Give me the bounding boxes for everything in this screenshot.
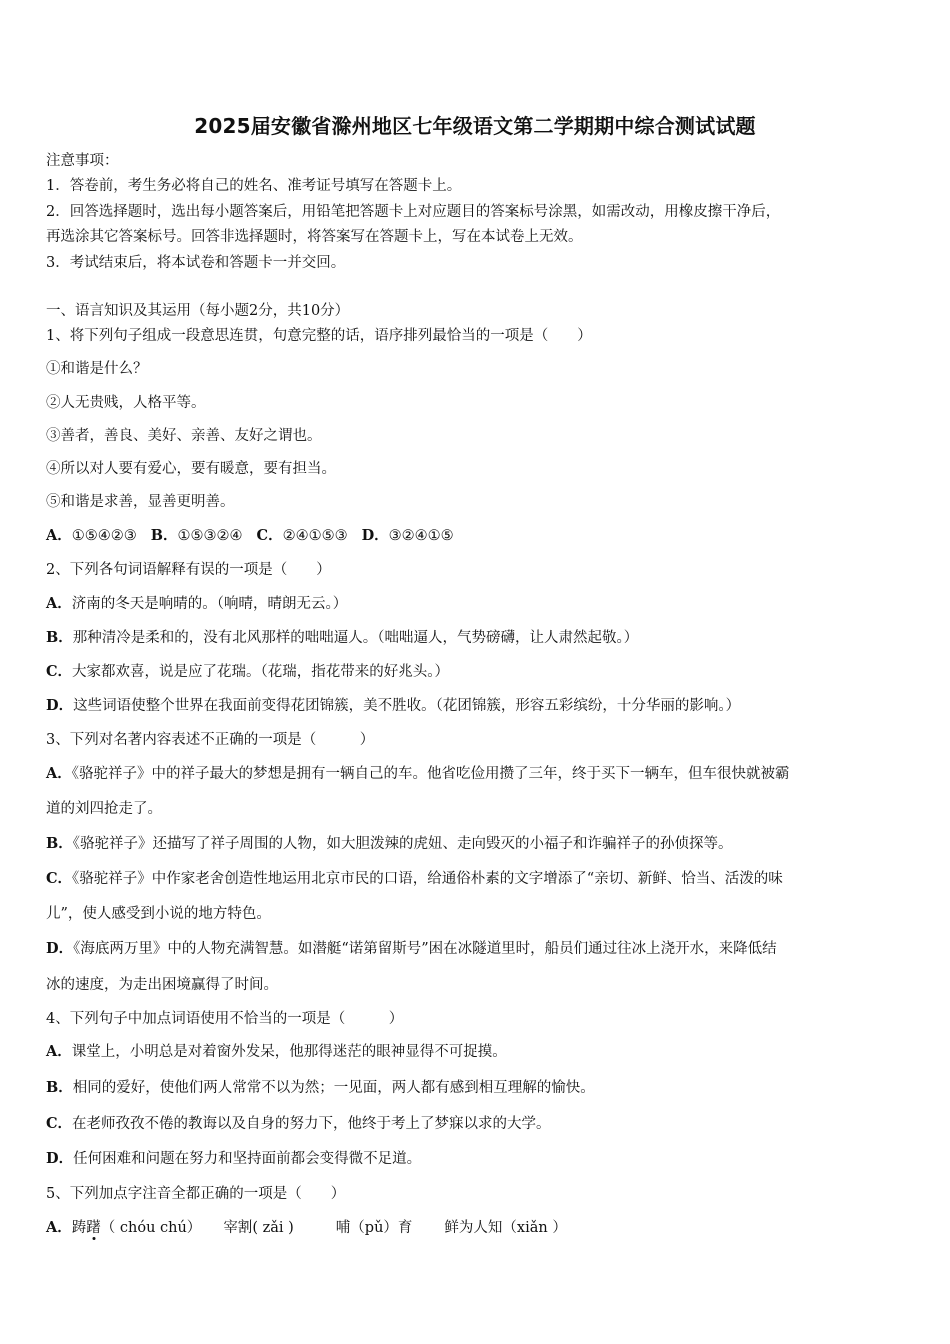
q5-pinyin-2: ( zǎi ) — [252, 1220, 294, 1236]
q1-sentence-1: ①和谐是什么？ — [46, 361, 148, 377]
q4-option-d-letter: D． — [46, 1150, 74, 1167]
q2-option-b-text: 那种清冷是柔和的，没有北风那样的咄咄逼人。（咄咄逼人，气势磅礴，让人肃然起敬。） — [72, 630, 639, 646]
q4-option-d-text: 任何困难和问题在努力和坚持面前都会变得微不足道。 — [73, 1151, 422, 1167]
notice-item-1: 1．答卷前，考生务必将自己的姓名、准考证号填写在答题卡上。 — [46, 178, 462, 194]
q1-option-d-letter: D． — [361, 527, 389, 544]
q1-option-c: ②④①⑤③ — [282, 528, 348, 544]
q2-option-b — [46, 628, 638, 648]
q1-sentence-4: ④所以对人要有爱心，要有暖意，要有担当。 — [46, 461, 336, 477]
q2-option-a-text: 济南的冬天是响晴的。（响晴，晴朗无云。） — [71, 596, 348, 612]
q3-option-c — [46, 869, 783, 889]
q1-option-b: ①⑤③②④ — [177, 528, 243, 544]
q1-sentence-2: ②人无贵贱，人格平等。 — [46, 395, 206, 411]
q3-option-d — [46, 939, 777, 959]
q3-option-a-text: 《骆驼祥子》中的祥子最大的梦想是拥有一辆自己的车。他省吃俭用攒了三年，终于买下一辆车，但车很快就被霸 — [71, 766, 790, 782]
q4-option-a — [46, 1042, 507, 1062]
q3-option-b-letter: B． — [46, 835, 73, 852]
q5-word-3: 哺 — [335, 1220, 351, 1236]
q1-sentence-5: ⑤和谐是求善，显善更明善。 — [46, 494, 235, 510]
q3-option-d-letter: D． — [46, 940, 74, 957]
q1-option-a: ①⑤④②③ — [71, 528, 137, 544]
q4-option-c-letter: C． — [46, 1115, 73, 1132]
q5-word-1b: 躇 — [86, 1220, 101, 1236]
q3-option-a — [46, 764, 790, 784]
q4-option-c — [46, 1114, 551, 1134]
q3-option-b — [46, 834, 733, 854]
q5-option-a-letter: A． — [46, 1219, 72, 1236]
q2-option-a-letter: A． — [46, 595, 72, 612]
notice-heading: 注意事项： — [46, 153, 119, 169]
q1-option-a-letter: A． — [46, 527, 72, 544]
q3-option-a-letter: A． — [46, 765, 72, 782]
notice-item-3: 3．考试结束后，将本试卷和答题卡一并交回。 — [46, 255, 346, 271]
q4-option-b — [46, 1078, 595, 1098]
q2-option-a — [46, 594, 347, 614]
q5-word-4: 鲜为人知 — [444, 1220, 503, 1236]
page-title: 2025届安徽省滁州地区七年级语文第二学期期中综合测试试题 — [194, 114, 756, 138]
q5-word-1a: 踌 — [71, 1220, 87, 1236]
q2-option-d-letter: D． — [46, 697, 74, 714]
notice-item-2: 2．回答选择题时，选出每小题答案后，用铅笔把答题卡上对应题目的答案标号涂黑，如需改动，用橡皮擦干净后， — [46, 204, 781, 220]
q1-option-d: ③②④①⑤ — [388, 528, 454, 544]
q2-option-c-letter: C． — [46, 663, 73, 680]
notice-item-2-cont: 再选涂其它答案标号。回答非选择题时，将答案写在答题卡上，写在本试卷上无效。 — [46, 229, 583, 245]
question-2-stem: 2、下列各句词语解释有误的一项是（ ） — [46, 562, 331, 578]
question-5-stem: 5、下列加点字注音全都正确的一项是（ ） — [46, 1186, 346, 1202]
question-4-stem: 4、下列句子中加点词语使用不恰当的一项是（ ） — [46, 1011, 404, 1027]
q2-option-c-text: 大家都欢喜，说是应了花瑞。（花瑞，指花带来的好兆头。） — [72, 664, 450, 680]
q3-option-d-cont: 冰的速度，为走出困境赢得了时间。 — [46, 977, 278, 993]
q1-sentence-3: ③善者，善良、美好、亲善、友好之谓也。 — [46, 428, 322, 444]
q4-option-b-text: 相同的爱好，使他们两人常常不以为然；一见面，两人都有感到相互理解的愉快。 — [72, 1080, 595, 1096]
q4-option-b-letter: B． — [46, 1079, 73, 1096]
q3-option-c-letter: C． — [46, 870, 73, 887]
q4-option-a-text: 课堂上，小明总是对着窗外发呆，他那得迷茫的眼神显得不可捉摸。 — [71, 1044, 507, 1060]
q3-option-a-cont: 道的刘四抢走了。 — [46, 801, 162, 817]
q1-option-c-letter: C． — [256, 527, 283, 544]
q3-option-c-text: 《骆驼祥子》中作家老舍创造性地运用北京市民的口语，给通俗朴素的文字增添了“亲切、新鲜、恰当、活泼的味 — [72, 871, 783, 887]
q5-word-2: 宰割 — [223, 1220, 253, 1236]
q5-pinyin-3: （pǔ）育 — [350, 1220, 413, 1236]
q5-pinyin-1: （ chóu chú） — [100, 1220, 202, 1236]
q5-option-a — [46, 1218, 567, 1238]
section-heading: 一、语言知识及其运用（每小题2分，共10分） — [46, 303, 350, 319]
q5-pinyin-4: （xiǎn ） — [502, 1220, 567, 1236]
question-3-stem: 3、下列对名著内容表述不正确的一项是（ ） — [46, 732, 375, 748]
q1-options — [46, 526, 454, 546]
q3-option-c-cont: 儿”，使人感受到小说的地方特色。 — [46, 906, 271, 922]
q2-option-c — [46, 662, 449, 682]
q3-option-d-text: 《海底两万里》中的人物充满智慧。如潜艇“诺第留斯号”困在冰隧道里时，船员们通过往冰上浇开水，来降低结 — [73, 941, 777, 957]
q1-option-b-letter: B． — [150, 527, 178, 544]
q2-option-b-letter: B． — [46, 629, 73, 646]
question-1-stem: 1、将下列句子组成一段意思连贯，句意完整的话，语序排列最恰当的一项是（ ） — [46, 328, 592, 344]
q4-option-a-letter: A． — [46, 1043, 72, 1060]
q2-option-d-text: 这些词语使整个世界在我面前变得花团锦簇，美不胜收。（花团锦簇，形容五彩缤纷，十分华丽的影响。） — [73, 698, 741, 714]
q4-option-c-text: 在老师孜孜不倦的教诲以及自身的努力下，他终于考上了梦寐以求的大学。 — [72, 1116, 551, 1132]
q3-option-b-text: 《骆驼祥子》还描写了祥子周围的人物，如大胆泼辣的虎妞、走向毁灭的小福子和诈骗祥子的孙侦探等。 — [72, 836, 733, 852]
q4-option-d — [46, 1149, 421, 1169]
q2-option-d — [46, 696, 740, 716]
